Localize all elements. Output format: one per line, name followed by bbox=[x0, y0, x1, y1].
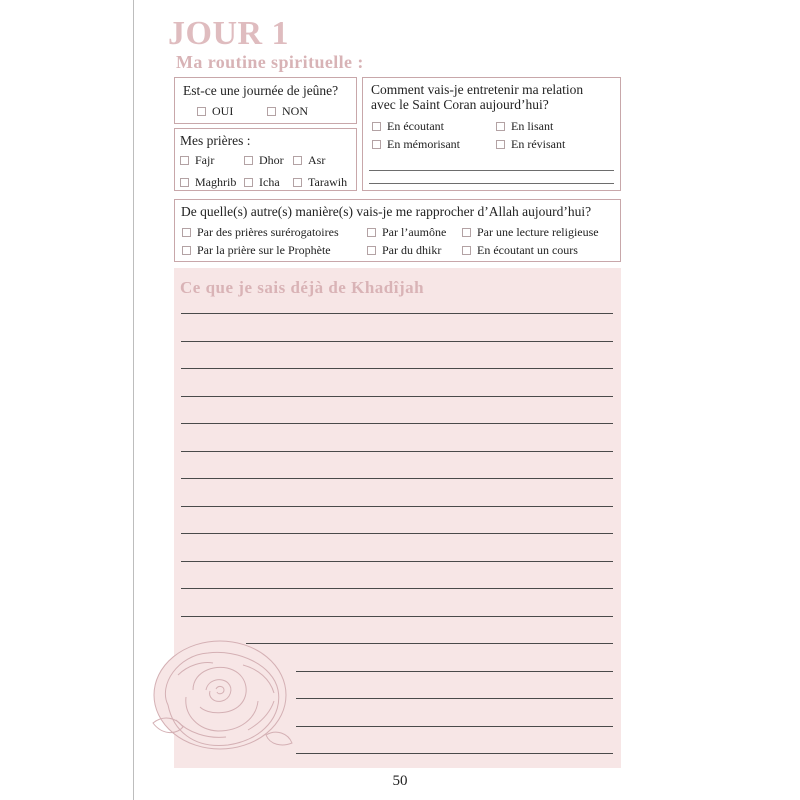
checkbox-icon[interactable] bbox=[180, 156, 189, 165]
fasting-question: Est-ce une journée de jeûne? bbox=[183, 83, 339, 98]
coran-option-revisant[interactable]: En révisant bbox=[496, 137, 565, 152]
notes-write-line[interactable] bbox=[181, 341, 613, 342]
prayer-option-dhor[interactable]: Dhor bbox=[244, 153, 284, 168]
closeness-option-prieres-surerogatoires[interactable]: Par des prières surérogatoires bbox=[182, 225, 339, 240]
checkbox-icon[interactable] bbox=[197, 107, 206, 116]
page-subtitle: Ma routine spirituelle : bbox=[176, 52, 364, 72]
checkbox-icon[interactable] bbox=[267, 107, 276, 116]
closeness-option-ecoutant-cours[interactable]: En écoutant un cours bbox=[462, 243, 578, 258]
rose-icon bbox=[148, 635, 298, 757]
notes-title: Ce que je sais déjà de Khadîjah bbox=[180, 278, 425, 297]
notes-write-line[interactable] bbox=[246, 643, 613, 644]
notes-write-line[interactable] bbox=[181, 313, 613, 314]
page-gutter-line bbox=[133, 0, 134, 800]
closeness-option-aumone[interactable]: Par l’aumône bbox=[367, 225, 446, 240]
checkbox-icon[interactable] bbox=[293, 178, 302, 187]
checkbox-icon[interactable] bbox=[244, 178, 253, 187]
prayer-option-fajr[interactable]: Fajr bbox=[180, 153, 214, 168]
checkbox-icon[interactable] bbox=[372, 140, 381, 149]
prayer-option-maghrib[interactable]: Maghrib bbox=[180, 175, 236, 190]
fasting-option-oui[interactable]: OUI bbox=[197, 104, 233, 119]
checkbox-icon[interactable] bbox=[462, 246, 471, 255]
prayer-option-asr[interactable]: Asr bbox=[293, 153, 325, 168]
notes-write-line[interactable] bbox=[181, 506, 613, 507]
notes-write-line[interactable] bbox=[181, 423, 613, 424]
page-title: JOUR 1 bbox=[168, 15, 290, 52]
checkbox-icon[interactable] bbox=[182, 228, 191, 237]
notes-write-line[interactable] bbox=[181, 478, 613, 479]
fasting-box bbox=[174, 77, 357, 124]
closeness-option-lecture-religieuse[interactable]: Par une lecture religieuse bbox=[462, 225, 599, 240]
coran-option-memorisant[interactable]: En mémorisant bbox=[372, 137, 460, 152]
checkbox-icon[interactable] bbox=[372, 122, 381, 131]
fasting-option-non[interactable]: NON bbox=[267, 104, 308, 119]
notes-write-line[interactable] bbox=[296, 671, 613, 672]
prayer-option-icha[interactable]: Icha bbox=[244, 175, 280, 190]
closeness-option-dhikr[interactable]: Par du dhikr bbox=[367, 243, 441, 258]
checkbox-icon[interactable] bbox=[293, 156, 302, 165]
prayers-label: Mes prières : bbox=[180, 133, 251, 148]
prayer-option-tarawih[interactable]: Tarawih bbox=[293, 175, 347, 190]
checkbox-icon[interactable] bbox=[367, 228, 376, 237]
notes-write-line[interactable] bbox=[181, 533, 613, 534]
coran-question-line2: avec le Saint Coran aujourd’hui? bbox=[371, 97, 549, 112]
notes-write-line[interactable] bbox=[181, 396, 613, 397]
coran-option-ecoutant[interactable]: En écoutant bbox=[372, 119, 444, 134]
notes-write-line[interactable] bbox=[181, 616, 613, 617]
notes-write-line[interactable] bbox=[296, 753, 613, 754]
closeness-question: De quelle(s) autre(s) manière(s) vais-je me rapprocher d’Allah aujourd’hui? bbox=[181, 204, 592, 219]
prayers-box bbox=[174, 128, 357, 191]
checkbox-icon[interactable] bbox=[182, 246, 191, 255]
notes-write-line[interactable] bbox=[181, 588, 613, 589]
notes-write-line[interactable] bbox=[181, 368, 613, 369]
checkbox-icon[interactable] bbox=[496, 122, 505, 131]
notes-write-line[interactable] bbox=[181, 451, 613, 452]
coran-box bbox=[362, 77, 621, 191]
checkbox-icon[interactable] bbox=[180, 178, 189, 187]
notes-write-line[interactable] bbox=[181, 561, 613, 562]
coran-option-lisant[interactable]: En lisant bbox=[496, 119, 553, 134]
coran-question-line1: Comment vais-je entretenir ma relation bbox=[371, 82, 584, 97]
checkbox-icon[interactable] bbox=[496, 140, 505, 149]
coran-write-line[interactable] bbox=[369, 183, 614, 184]
page-number: 50 bbox=[392, 773, 408, 789]
notes-write-line[interactable] bbox=[296, 726, 613, 727]
checkbox-icon[interactable] bbox=[244, 156, 253, 165]
coran-write-line[interactable] bbox=[369, 170, 614, 171]
closeness-box bbox=[174, 199, 621, 262]
notes-write-line[interactable] bbox=[296, 698, 613, 699]
checkbox-icon[interactable] bbox=[462, 228, 471, 237]
checkbox-icon[interactable] bbox=[367, 246, 376, 255]
closeness-option-priere-prophete[interactable]: Par la prière sur le Prophète bbox=[182, 243, 331, 258]
